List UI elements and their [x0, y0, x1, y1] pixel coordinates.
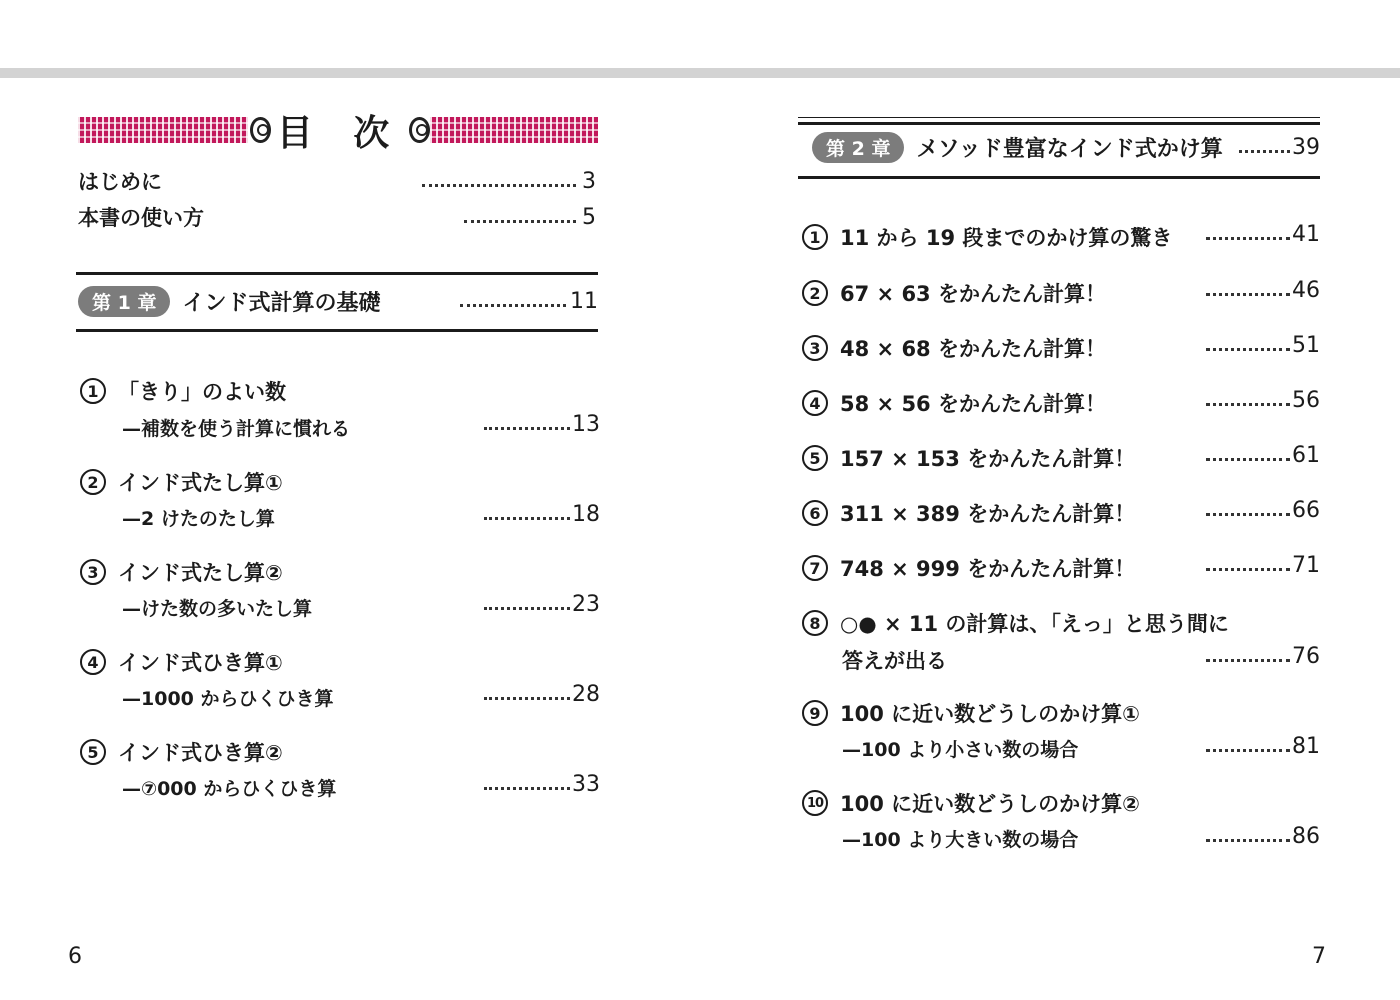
- circled-number: 6: [802, 500, 828, 526]
- chapter1-header[interactable]: [78, 286, 598, 317]
- section-title: 311 × 389 をかんたん計算！: [840, 502, 1136, 526]
- double-circle-icon: [409, 117, 430, 143]
- ch2-section-8-title[interactable]: [802, 608, 1229, 638]
- section-title: 100 に近い数どうしのかけ算②: [840, 792, 1140, 816]
- section-page: 61: [1292, 443, 1320, 468]
- section-title: インド式ひき算①: [118, 651, 283, 675]
- circled-number: 9: [802, 700, 828, 726]
- leader-dots: [484, 517, 570, 520]
- ch2-section-2-page: [1206, 278, 1320, 303]
- section-title: 157 × 153 をかんたん計算！: [840, 447, 1136, 471]
- ch2-section-3-title[interactable]: [802, 333, 1106, 363]
- section-title: 58 × 56 をかんたん計算！: [840, 392, 1106, 416]
- circled-number: 7: [802, 555, 828, 581]
- decorative-pattern-left: [78, 117, 248, 143]
- leader-dots: [1206, 458, 1290, 461]
- entry-page: 3: [582, 168, 596, 194]
- entry-page: 5: [582, 204, 596, 230]
- ch2-section-8-page: [1206, 644, 1320, 669]
- section-page: 13: [572, 412, 600, 437]
- leader-dots: [1206, 293, 1290, 296]
- ch2-section-2-title[interactable]: [802, 278, 1106, 308]
- toc-title: [250, 108, 430, 152]
- ch1-section-5-page: [484, 772, 600, 797]
- ch1-section-3-subtitle: —けた数の多いたし算: [122, 598, 313, 620]
- section-page: 51: [1292, 333, 1320, 358]
- section-page: 76: [1292, 644, 1320, 669]
- ch2-section-7-page: [1206, 553, 1320, 578]
- toc-title-text: 目 次: [276, 112, 404, 154]
- chapter1-title: インド式計算の基礎: [182, 291, 381, 316]
- section-title: 67 × 63 をかんたん計算！: [840, 282, 1106, 306]
- top-gray-bar: [0, 68, 1400, 78]
- leader-dots: [1206, 237, 1290, 240]
- ch1-section-1-title[interactable]: [80, 376, 286, 406]
- ch2-section-4-page: [1206, 388, 1320, 413]
- chapter2-rule-top: [798, 122, 1320, 125]
- ch2-section-6-title[interactable]: [802, 498, 1135, 528]
- section-page: 81: [1292, 734, 1320, 759]
- section-page: 66: [1292, 498, 1320, 523]
- section-page: 71: [1292, 553, 1320, 578]
- chapter2-rule-thin: [798, 117, 1320, 118]
- leader-dots: [1206, 403, 1290, 406]
- ch2-section-9-title[interactable]: [802, 698, 1140, 728]
- chapter2-title: メソッド豊富なインド式かけ算: [916, 137, 1223, 162]
- circled-number: 2: [802, 280, 828, 306]
- ch1-section-5-title[interactable]: [80, 737, 283, 767]
- entry-title: 本書の使い方: [78, 206, 204, 230]
- ch2-section-6-page: [1206, 498, 1320, 523]
- ch2-section-10-subtitle: —100 より大きい数の場合: [842, 829, 1079, 851]
- ch2-section-5-page: [1206, 443, 1320, 468]
- ch1-section-1-page: [484, 412, 600, 437]
- section-page: 86: [1292, 824, 1320, 849]
- ch1-section-1-subtitle: —補数を使う計算に慣れる: [122, 418, 351, 440]
- ch2-section-10-title[interactable]: [802, 788, 1140, 818]
- section-title: ○● × 11 の計算は、「えっ」と思う間に: [840, 612, 1229, 636]
- entry-title: はじめに: [78, 170, 162, 194]
- leader-dots: [484, 787, 570, 790]
- section-page: 33: [572, 772, 600, 797]
- leader-dots: [1206, 348, 1290, 351]
- circled-number: 8: [802, 610, 828, 636]
- section-page: 41: [1292, 222, 1320, 247]
- section-title: インド式ひき算②: [118, 741, 283, 765]
- toc-entry-intro[interactable]: [78, 166, 596, 196]
- circled-number: 1: [80, 378, 106, 404]
- double-circle-icon: [250, 117, 271, 143]
- ch2-section-1-page: [1206, 222, 1320, 247]
- ch2-section-9-page: [1206, 734, 1320, 759]
- ch1-section-3-title[interactable]: [80, 557, 283, 587]
- section-page: 23: [572, 592, 600, 617]
- section-page: 18: [572, 502, 600, 527]
- circled-number: 2: [80, 469, 106, 495]
- leader-dots: [484, 697, 570, 700]
- circled-number: 3: [802, 335, 828, 361]
- section-title: インド式たし算①: [118, 471, 283, 495]
- chapter2-rule-bottom: [798, 176, 1320, 179]
- ch2-section-8-subtitle: 答えが出る: [842, 649, 947, 673]
- leader-dots: [1206, 659, 1290, 662]
- circled-number: 5: [802, 445, 828, 471]
- ch1-section-4-title[interactable]: [80, 647, 283, 677]
- ch1-section-5-subtitle: —⑦000 からひくひき算: [122, 778, 337, 800]
- circled-number: 3: [80, 559, 106, 585]
- circled-number: 4: [802, 390, 828, 416]
- chapter1-page: 11: [570, 289, 598, 314]
- ch2-section-10-page: [1206, 824, 1320, 849]
- ch1-section-4-subtitle: —1000 からひくひき算: [122, 688, 334, 710]
- section-title: 「きり」のよい数: [118, 380, 286, 404]
- section-title: インド式たし算②: [118, 561, 283, 585]
- ch1-section-2-page: [484, 502, 600, 527]
- leader-dots: [1206, 839, 1290, 842]
- circled-number: 4: [80, 649, 106, 675]
- section-title: 48 × 68 をかんたん計算！: [840, 337, 1106, 361]
- page-number-right: 7: [1312, 944, 1326, 969]
- ch1-section-3-page: [484, 592, 600, 617]
- leader-dots: [460, 304, 566, 307]
- chapter1-rule-bottom: [76, 329, 598, 332]
- leader-dots: [464, 220, 576, 223]
- leader-dots: [1206, 568, 1290, 571]
- section-title: 11 から 19 段までのかけ算の驚き: [840, 226, 1173, 250]
- chapter2-header[interactable]: [812, 132, 1320, 163]
- chapter1-rule-top: [76, 272, 598, 275]
- leader-dots: [484, 427, 570, 430]
- ch2-section-3-page: [1206, 333, 1320, 358]
- ch2-section-9-subtitle: —100 より小さい数の場合: [842, 739, 1079, 761]
- chapter2-page: 39: [1292, 135, 1320, 160]
- section-title: 748 × 999 をかんたん計算！: [840, 557, 1136, 581]
- toc-entry-how-to-use[interactable]: [78, 202, 596, 232]
- circled-number: 10: [802, 790, 828, 816]
- ch2-section-4-title[interactable]: [802, 388, 1106, 418]
- ch2-section-5-title[interactable]: [802, 443, 1135, 473]
- chapter2-label: 第 2 章: [812, 132, 904, 163]
- circled-number: 5: [80, 739, 106, 765]
- section-page: 46: [1292, 278, 1320, 303]
- circled-number: 1: [802, 224, 828, 250]
- section-title: 100 に近い数どうしのかけ算①: [840, 702, 1140, 726]
- ch1-section-2-title[interactable]: [80, 467, 283, 497]
- toc-heading: [78, 110, 598, 154]
- page-number-left: 6: [68, 944, 82, 969]
- ch2-section-7-title[interactable]: [802, 553, 1135, 583]
- decorative-pattern-right: [430, 117, 598, 143]
- leader-dots: [1239, 150, 1290, 153]
- ch1-section-4-page: [484, 682, 600, 707]
- ch2-section-1-title[interactable]: [802, 222, 1172, 252]
- section-page: 28: [572, 682, 600, 707]
- ch1-section-2-subtitle: —2 けたのたし算: [122, 508, 275, 530]
- leader-dots: [484, 607, 570, 610]
- leader-dots: [422, 184, 576, 187]
- chapter1-label: 第 1 章: [78, 286, 170, 317]
- section-page: 56: [1292, 388, 1320, 413]
- leader-dots: [1206, 513, 1290, 516]
- leader-dots: [1206, 749, 1290, 752]
